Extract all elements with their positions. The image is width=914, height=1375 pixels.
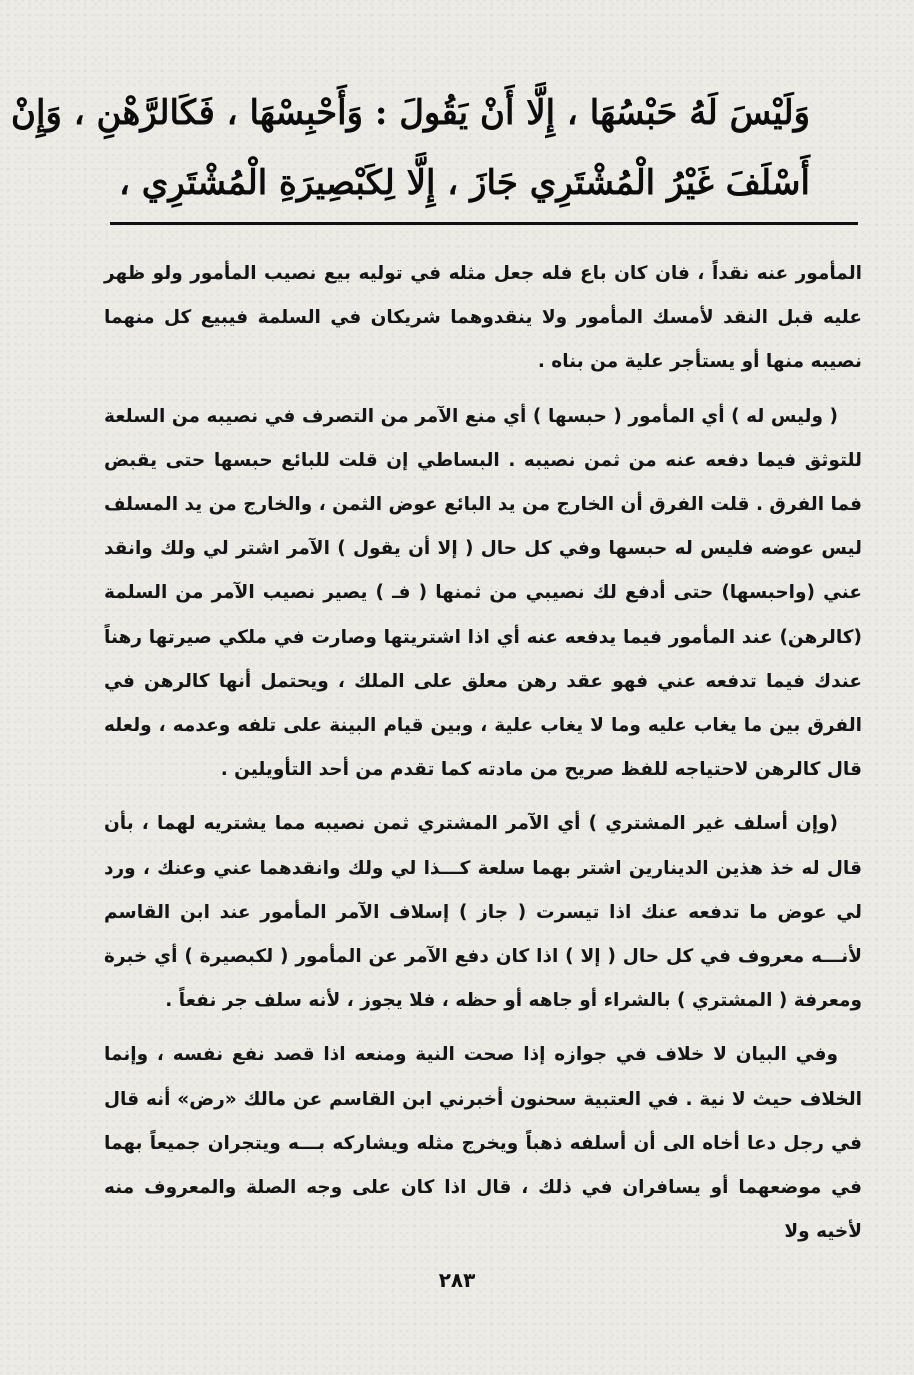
commentary-paragraph: (وإن أسلف غير المشتري ) أي الآمر المشتري ثمن نصيبه مما يشتريه لهما ، بأن قال له خذ هذين الدينارين اشتر بهما سلعة كـــذا لي ولك وانقدهما عني وعنك ، ورد لي عوض ما تدفعه عنك اذا تيسرت ( جاز ) إسلاف الآمر المأمور عند ابن القاسم لأنـــه معروف في كل حال ( إلا ) اذا كان دفع الآمر عن المأمور ( لكبصيرة ) أي خبرة ومعرفة ( المشتري ) بالشراء أو جاهه أو حظه ، فلا يجوز ، لأنه سلف جر نفعاً . [104,813,862,1012]
matn-line: أَسْلَفَ غَيْرُ الْمُشْتَرِي جَازَ ، إِلَّا لِكَبْصِيرَةِ الْمُشْتَرِي ، [118,163,810,203]
matn-line: وَلَيْسَ لَهُ حَبْسُهَا ، إِلَّا أَنْ يَقُولَ : وَأَحْبِسْهَا ، فَكَالرَّهْنِ ، وَإِنْ [11,93,810,133]
matn-text [11,78,810,218]
page-number: ٢٨٣ [438,1268,476,1292]
commentary-paragraph: ( وليس له ) أي المأمور ( حبسها ) أي منع الآمر من التصرف في نصيبه من السلعة للتوثق فيما دفعه عنه من ثمن نصيبه . البساطي إن قلت للبائع حبسها حتى يقبض فما الفرق . قلت الفرق أن الخارج من يد البائع عوض الثمن ، والخارج من يد المسلف ليس عوضه فليس له حبسها وفي كل حال ( إلا أن يقول ) الآمر اشتر لي ولك وانقد عني (واحبسها) حتى أدفع لك نصيبي من ثمنها ( فـ ) يصير نصيب الآمر من السلمة (كالرهن) عند المأمور فيما يدفعه عنه أي اذا اشتريتها وصارت في ملكي صيرتها رهناً عندك فيما تدفعه عني فهو عقد رهن معلق على الملك ، ويحتمل أنها كالرهن في الفرق بين ما يغاب عليه وما لا يغاب علية ، وبين قيام البينة على تلفه وعدمه ، ولعله قال كالرهن لاحتياجه للفظ صريح من مادته كما تقدم من أحد التأويلين . [104,405,862,781]
separator-rule [110,222,858,225]
commentary-paragraph: وفي البيان لا خلاف في جوازه إذا صحت النية ومنعه اذا قصد نفع نفسه ، وإنما الخلاف حيث لا نية . في العتبية سحنون أخبرني ابن القاسم عن مالك «رض» أنه قال في رجل دعا أخاه الى أن أسلفه ذهباً ويخرج مثله ويشاركه بـــه ويتجران جميعاً بهما في موضعهما أو يسافران في ذلك ، قال اذا كان على وجه الصلة والمعروف منه لأخيه ولا [104,1044,862,1243]
commentary-paragraph: المأمور عنه نقداً ، فان كان باع فله جعل مثله في توليه بيع نصيب المأمور ولو ظهر عليه قبل النقد لأمسك المأمور ولا ينقدوهما شريكان في السلمة فيبيع كل منهما نصيبه منها أو يستأجر علية من بناه . [104,263,862,373]
commentary-text [104,252,862,1264]
